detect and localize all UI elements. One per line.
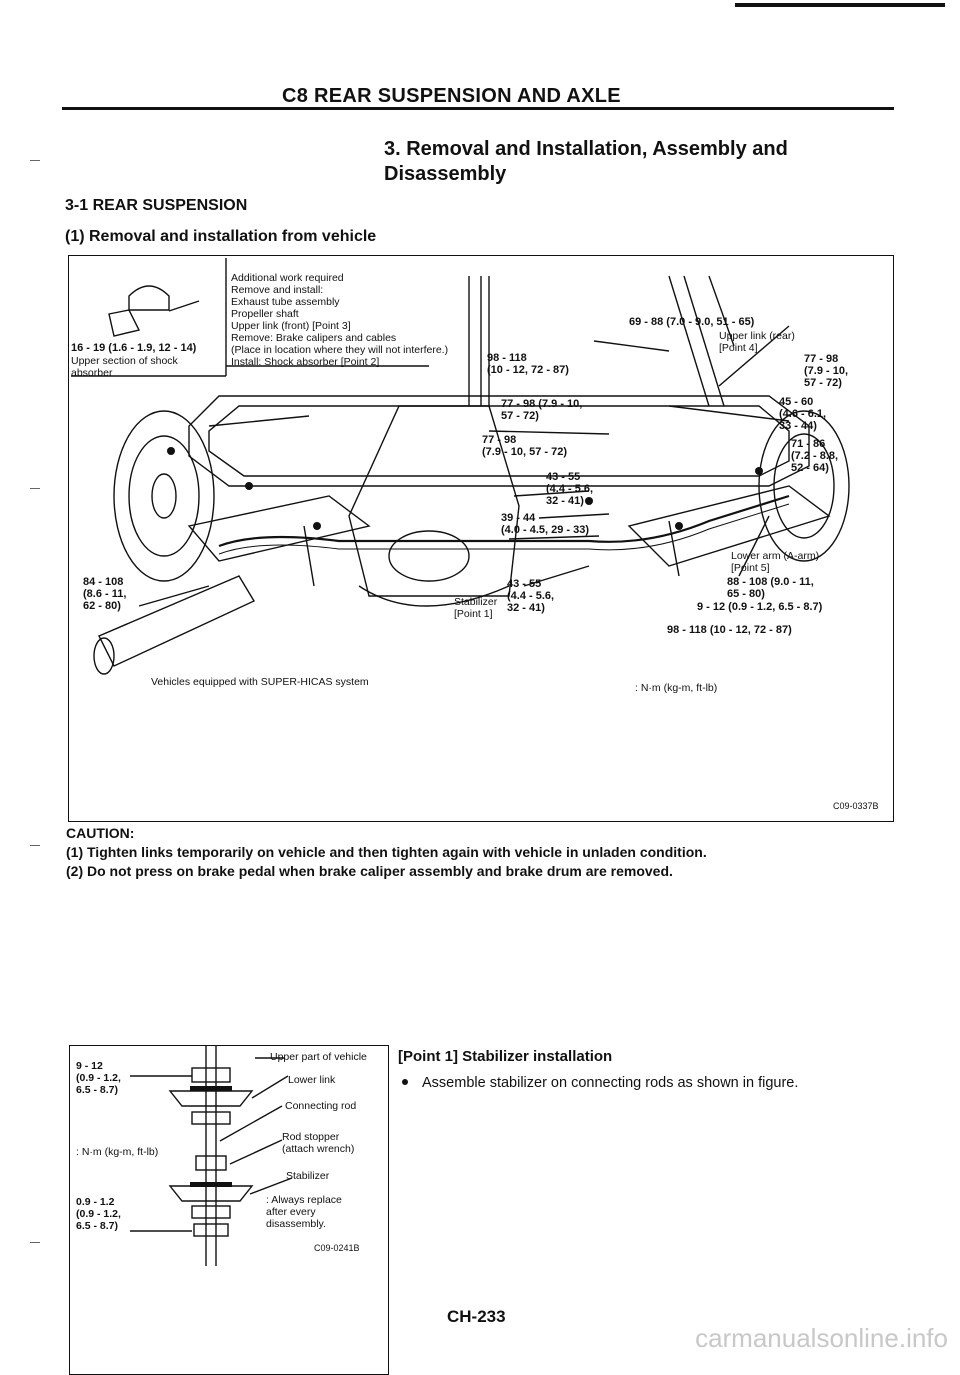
subsection-title: 3-1 REAR SUSPENSION	[65, 197, 248, 214]
caution-title: CAUTION:	[66, 825, 135, 841]
figure2-code: C09-0241B	[314, 1243, 360, 1253]
label-stabilizer-2: Stabilizer	[286, 1170, 330, 1182]
rear-suspension-figure	[68, 255, 894, 822]
label-lower-arm: Lower arm (A-arm) [Point 5]	[731, 550, 820, 574]
caution-item-2: (2) Do not press on brake pedal when brake caliper assembly and brake drum are removed.	[66, 863, 673, 879]
torque-unit-legend: : N·m (kg-m, ft-lb)	[635, 682, 718, 694]
figure1-code: C09-0337B	[833, 801, 879, 811]
caution-block	[66, 824, 896, 881]
header-rule	[62, 107, 894, 110]
bullet-icon	[402, 1079, 408, 1085]
point1-title: [Point 1] Stabilizer installation	[398, 1048, 613, 1065]
torque-9-12: 9 - 12 (0.9 - 1.2, 6.5 - 8.7)	[697, 601, 823, 613]
page-number: CH-233	[447, 1307, 506, 1326]
point1-bullet-text: Assemble stabilizer on connecting rods as shown in figure.	[422, 1075, 799, 1091]
label-super-hicas: Vehicles equipped with SUPER-HICAS system	[151, 676, 369, 688]
label-connecting-rod: Connecting rod	[285, 1100, 357, 1112]
label-rod-stopper: Rod stopper (attach wrench)	[282, 1131, 355, 1155]
torque-top: 9 - 12 (0.9 - 1.2, 6.5 - 8.7)	[76, 1060, 121, 1096]
margin-tick	[30, 1242, 40, 1243]
scan-edge-mark	[735, 3, 945, 7]
watermark-url[interactable]: carmanualsonline.info	[695, 1323, 948, 1353]
figure2-unit-legend: : N·m (kg-m, ft-lb)	[76, 1146, 159, 1158]
torque-45-60: 45 - 60 (4.6 - 6.1, 33 - 44)	[779, 396, 827, 432]
point1-bullet	[398, 1075, 798, 1091]
torque-71-86: 71 - 86 (7.2 - 8.8, 52 - 64)	[791, 438, 839, 474]
section-title: 3. Removal and Installation, Assembly and Disassembly	[384, 138, 788, 185]
torque-43-55-bottom: 43 - 55 (4.4 - 5.6, 32 - 41)	[507, 578, 555, 614]
torque-88-108: 88 - 108 (9.0 - 11, 65 - 80)	[727, 576, 814, 600]
torque-77-98-lower: 77 - 98 (7.9 - 10, 57 - 72)	[482, 434, 567, 458]
margin-tick	[30, 488, 40, 489]
page-header-title: C8 REAR SUSPENSION AND AXLE	[282, 85, 621, 107]
torque-39-44: 39 - 44 (4.0 - 4.5, 29 - 33)	[501, 512, 590, 536]
notes-body: Remove and install: Exhaust tube assembly Propeller shaft Upper link (front) [Point 3] Remove: Brake calipers and cables (Place in location where they will not interfere.) Install: Shock absorber [Point 2]	[231, 284, 449, 368]
torque-43-55-top: 43 - 55 (4.4 - 5.6, 32 - 41)	[546, 471, 594, 507]
margin-tick	[30, 160, 40, 161]
subsubsection-title: (1) Removal and installation from vehicle	[65, 228, 377, 245]
torque-84-108: 84 - 108 (8.6 - 11, 62 - 80)	[83, 576, 127, 612]
margin-tick	[30, 845, 40, 846]
label-always-replace: : Always replace after every disassembly.	[266, 1194, 342, 1230]
torque-upper-shock: 16 - 19 (1.6 - 1.9, 12 - 14)	[71, 342, 197, 354]
stabilizer-connecting-rod-figure	[69, 1045, 389, 1375]
label-upper-shock: Upper section of shock absorber	[71, 355, 178, 379]
torque-77-98-right: 77 - 98 (7.9 - 10, 57 - 72)	[804, 353, 849, 389]
label-upper-part: Upper part of vehicle	[270, 1051, 367, 1063]
label-stabilizer: Stabilizer [Point 1]	[454, 596, 498, 620]
torque-bottom: 0.9 - 1.2 (0.9 - 1.2, 6.5 - 8.7)	[76, 1196, 121, 1232]
torque-77-98-center: 77 - 98 (7.9 - 10, 57 - 72)	[501, 398, 583, 422]
torque-98-118-bottom: 98 - 118 (10 - 12, 72 - 87)	[667, 624, 792, 636]
caution-item-1: (1) Tighten links temporarily on vehicle and then tighten again with vehicle in unladen condition.	[66, 844, 707, 860]
label-upper-link-rear: Upper link (rear) [Point 4]	[719, 330, 795, 354]
torque-98-118-top: 98 - 118 (10 - 12, 72 - 87)	[487, 352, 569, 376]
notes-title: Additional work required	[231, 272, 344, 284]
label-lower-link: Lower link	[288, 1074, 336, 1086]
torque-upper-link-rear: 69 - 88 (7.0 - 9.0, 51 - 65)	[629, 316, 755, 328]
